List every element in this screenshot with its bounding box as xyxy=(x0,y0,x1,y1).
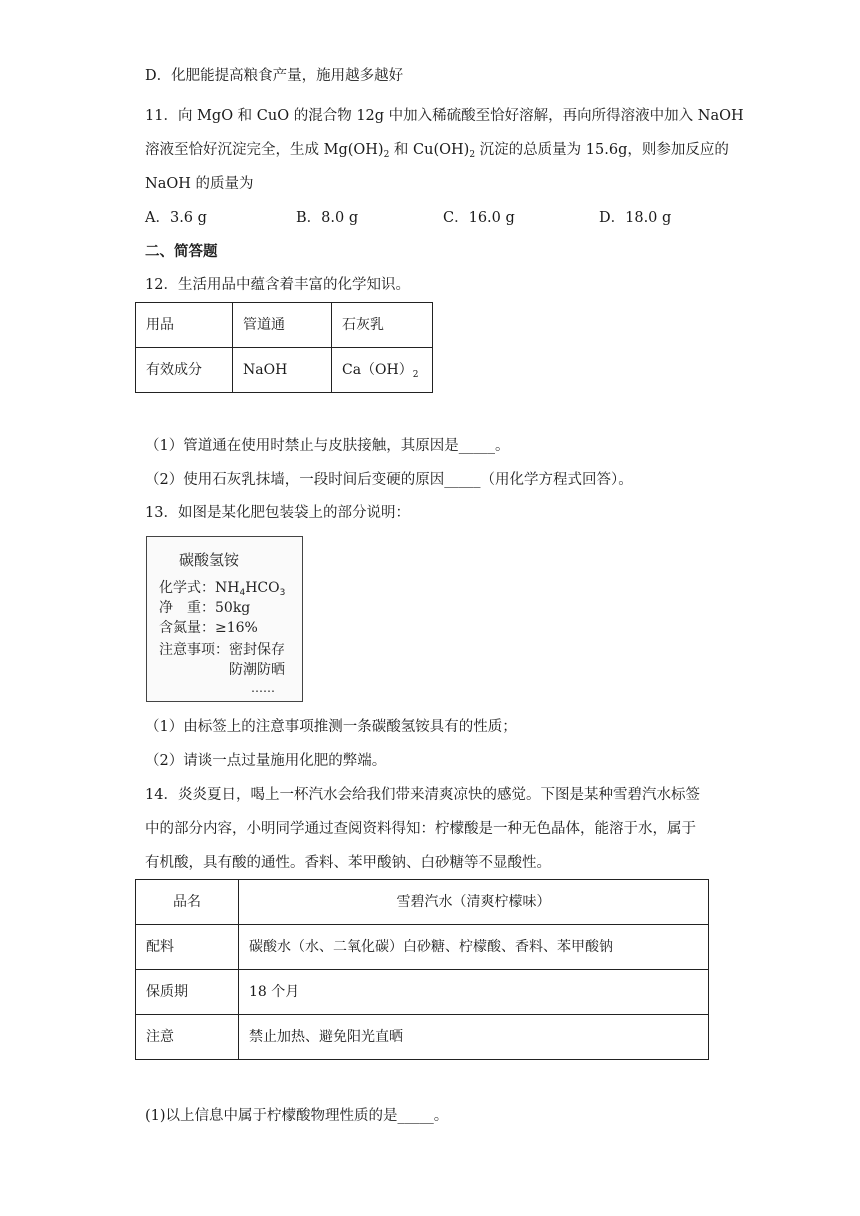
q11-line2-part2: 和 Cu(OH) xyxy=(389,142,470,158)
label-weight xyxy=(159,599,250,617)
label-key: 注意事项： xyxy=(159,642,229,658)
label-ellipsis: …… xyxy=(251,681,275,695)
table-cell: 管道通 xyxy=(233,303,332,348)
label-notes-line2: 防潮防晒 xyxy=(229,662,285,678)
table-cell: 禁止加热、避免阳光直晒 xyxy=(239,1015,709,1060)
table-cell: 18 个月 xyxy=(239,970,709,1015)
label-key: 含氮量： xyxy=(159,620,215,636)
q11-subscript-1: 2 xyxy=(383,150,390,160)
q11-stem-line3: NaOH 的质量为 xyxy=(145,176,254,192)
table-cell: 保质期 xyxy=(136,970,239,1015)
q13-sub1: （1）由标签上的注意事项推测一条碳酸氢铵具有的性质； xyxy=(145,719,517,735)
label-value: HCO xyxy=(245,580,280,596)
table-cell: 碳酸水（水、二氧化碳）白砂糖、柠檬酸、香料、苯甲酸钠 xyxy=(239,925,709,970)
q13-sub2: （2）请谈一点过量施用化肥的弊端。 xyxy=(145,753,387,769)
table-row xyxy=(136,1015,709,1060)
label-key: 净 重： xyxy=(159,600,215,616)
fertilizer-label-image xyxy=(146,536,303,702)
table-cell: 注意 xyxy=(136,1015,239,1060)
section-title: 二、简答题 xyxy=(145,243,218,260)
table-cell: 用品 xyxy=(136,303,233,348)
label-key: 化学式： xyxy=(159,580,215,596)
q11-option-d: D．18.0 g xyxy=(599,210,672,226)
q14-stem-line1: 14．炎炎夏日，喝上一杯汽水会给我们带来清爽凉快的感觉。下图是某种雪碧汽水标签 xyxy=(145,787,700,803)
cell-text: Ca（OH） xyxy=(342,362,413,378)
table-cell: 石灰乳 xyxy=(332,303,433,348)
q12-sub1: （1）管道通在使用时禁止与皮肤接触，其原因是_____。 xyxy=(145,438,510,454)
label-value: NH xyxy=(215,580,240,596)
label-subscript: 4 xyxy=(239,588,246,598)
table-row xyxy=(136,970,709,1015)
q11-stem-line2 xyxy=(145,140,729,160)
q11-stem-line1: 11．向 MgO 和 CuO 的混合物 12g 中加入稀硫酸至恰好溶解，再向所得溶液中加入 NaOH xyxy=(145,108,744,124)
q12-stem: 12．生活用品中蕴含着丰富的化学知识。 xyxy=(145,277,410,293)
label-title: 碳酸氢铵 xyxy=(179,551,240,569)
table-cell: 有效成分 xyxy=(136,348,233,393)
table-cell: 品名 xyxy=(136,880,239,925)
q14-stem-line3: 有机酸，具有酸的通性。香料、苯甲酸钠、白砂糖等不显酸性。 xyxy=(145,855,551,871)
label-formula xyxy=(159,579,285,597)
cell-subscript: 2 xyxy=(412,370,419,380)
table-row xyxy=(136,303,433,348)
q11-option-a: A．3.6 g xyxy=(145,210,207,226)
label-nitrogen xyxy=(159,619,258,637)
q11-subscript-2: 2 xyxy=(469,150,476,160)
q14-stem-line2: 中的部分内容，小明同学通过查阅资料得知：柠檬酸是一种无色晶体，能溶于水，属于 xyxy=(145,821,696,837)
label-value: ≥16% xyxy=(215,620,258,636)
q11-option-b: B．8.0 g xyxy=(296,210,359,226)
table-row xyxy=(136,880,709,925)
table-row xyxy=(136,925,709,970)
q12-table xyxy=(135,302,433,393)
q14-table xyxy=(135,879,709,1060)
label-subscript: 3 xyxy=(279,588,286,598)
table-cell: 雪碧汽水（清爽柠檬味） xyxy=(239,880,709,925)
table-cell: 配料 xyxy=(136,925,239,970)
q11-line2-part1: 溶液至恰好沉淀完全，生成 Mg(OH) xyxy=(145,142,384,158)
label-notes xyxy=(159,641,285,659)
table-cell: NaOH xyxy=(233,348,332,393)
q10-option-d: D．化肥能提高粮食产量，施用越多越好 xyxy=(145,68,404,84)
table-cell xyxy=(332,348,433,393)
table-row xyxy=(136,348,433,393)
q12-sub2: （2）使用石灰乳抹墙，一段时间后变硬的原因_____（用化学方程式回答）。 xyxy=(145,472,633,488)
label-value: 50kg xyxy=(215,600,251,616)
q11-line2-part3: 沉淀的总质量为 15.6g，则参加反应的 xyxy=(475,142,729,158)
label-value: 密封保存 xyxy=(229,642,285,658)
q14-sub1: (1)以上信息中属于柠檬酸物理性质的是_____。 xyxy=(145,1108,449,1124)
q13-stem: 13．如图是某化肥包装袋上的部分说明： xyxy=(145,505,410,521)
q11-option-c: C．16.0 g xyxy=(443,210,515,226)
